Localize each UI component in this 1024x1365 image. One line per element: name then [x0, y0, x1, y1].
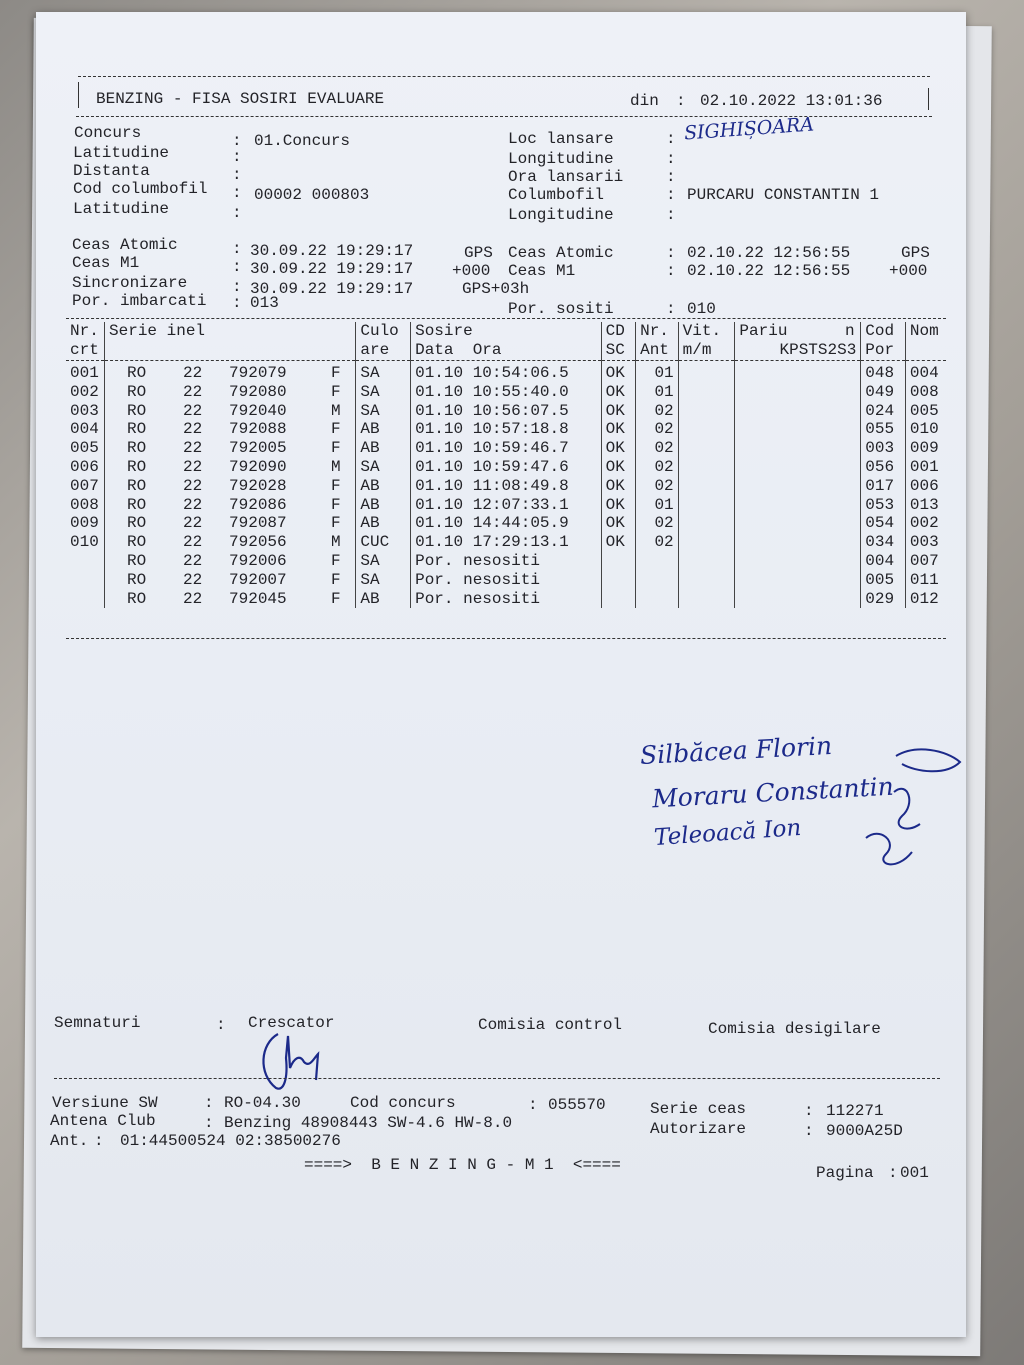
footer-top-rule: [54, 1078, 940, 1079]
th-culoare: Culo: [356, 322, 411, 341]
cell-cd: OK: [601, 364, 635, 383]
signature-comisia-desigilare-label: Comisia desigilare: [708, 1020, 881, 1038]
handwritten-signature-1: Silbăcea Florin: [639, 730, 833, 771]
table-row: [66, 571, 946, 590]
serie-country: RO: [127, 401, 147, 420]
cell-pariu: [735, 439, 861, 458]
th-serie-inel: Serie inel: [105, 322, 356, 341]
cell-serie-inel: [105, 439, 356, 458]
footer-versiune-label: Versiune SW: [52, 1094, 158, 1112]
cell-nom: 013: [905, 496, 946, 515]
cell-cd: OK: [601, 458, 635, 477]
cell-vit: [678, 533, 735, 552]
cell-serie-inel: [105, 496, 356, 515]
cell-cd: [601, 590, 635, 609]
cell-nr-ant: 02: [636, 514, 679, 533]
cell-vit: [678, 590, 735, 609]
cell-nom: 010: [905, 420, 946, 439]
serie-year: 22: [183, 364, 203, 383]
serie-country: RO: [127, 570, 147, 589]
th2-are: are: [356, 341, 411, 360]
footer-versiune-value: RO-04.30: [224, 1094, 301, 1112]
cell-cod: 005: [861, 571, 906, 590]
footer-serie-ceas-label: Serie ceas: [650, 1100, 747, 1118]
signatures-label: Semnaturi: [54, 1014, 141, 1032]
cell-pariu: [735, 477, 861, 496]
cell-nom: 007: [905, 552, 946, 571]
table-row: [66, 477, 946, 496]
th2-serie: [105, 341, 356, 360]
cell-pariu: [735, 383, 861, 402]
cell-sosire: Por. nesositi: [411, 552, 602, 571]
cell-nom: 009: [905, 439, 946, 458]
header-title: BENZING - FISA SOSIRI EVALUARE: [96, 90, 385, 108]
table-header-row-2: [66, 341, 946, 360]
cell-nr: 008: [70, 495, 99, 514]
cell-pariu: [735, 590, 861, 609]
cell-cod: 049: [861, 383, 906, 402]
cell-serie-inel: [105, 590, 356, 609]
th2-empty: [905, 341, 946, 360]
serie-ring: 792087: [229, 514, 287, 533]
cell-nom: 003: [905, 533, 946, 552]
cell-nr-ant: 02: [636, 458, 679, 477]
cell-nr-ant: 02: [636, 439, 679, 458]
th-cd: CD: [601, 322, 635, 341]
th2-mm: m/m: [678, 341, 735, 360]
footer-ant-label: Ant.: [50, 1132, 89, 1150]
cell-culoare: AB: [356, 514, 411, 533]
serie-country: RO: [127, 589, 147, 608]
cell-nr-ant: 01: [636, 383, 679, 402]
serie-ring: 792056: [229, 533, 287, 552]
cell-cod: 055: [861, 420, 906, 439]
cell-pariu: [735, 533, 861, 552]
serie-country: RO: [127, 476, 147, 495]
serie-sex: F: [331, 514, 341, 533]
handwritten-signature-2: Moraru Constantin: [651, 771, 895, 814]
table-top-rule: [66, 318, 946, 319]
cell-vit: [678, 439, 735, 458]
cell-serie-inel: [105, 420, 356, 439]
serie-ring: 792007: [229, 570, 287, 589]
th-vit: Vit.: [678, 322, 735, 341]
cell-nr: [66, 590, 105, 609]
clock-suffix-sincronizare: GPS+03h: [462, 280, 530, 298]
cell-culoare: SA: [356, 383, 411, 402]
cell-vit: [678, 402, 735, 421]
cell-pariu: [735, 552, 861, 571]
clock-suffix-atomic: GPS: [464, 244, 493, 262]
info-value-cod-columbofil: 00002 000803: [254, 186, 370, 204]
footer-pagina-label: Pagina: [816, 1164, 874, 1182]
serie-year: 22: [183, 401, 203, 420]
cell-nom: 012: [905, 590, 946, 609]
clock-right-value-atomic: 02.10.22 12:56:55: [687, 244, 851, 262]
header-left-border: [78, 82, 79, 108]
arrival-sheet: BENZING - FISA SOSIRI EVALUARE din : 02.10.2022 13:01:36 Concurs : 01.Concurs Latitudine : Distanta : Cod columbofil : 00002 000803 Latitudine : Loc lansare : SIGHIȘOARA Longitudine : Ora lansarii : Columbofil : PURCARU CONSTANTIN 1 Longitudine : Ceas Atomic : 30.09.22 19:29:17 GPS Ceas M1 : 30.09.22 19:29:17 +000 Sincronizare : 30.09.22 19:29:17 GPS+03h Por. imbarcati : 013 Ceas Atomic : 02.10.22 12:56:55 GPS Ceas M1 : 02.10.22 12:56:55 +000 Por. sositi : 010 Nr. Serie inel Culo Sosire CD Nr. Vit. Pariu n Cod Nom crt are Data Ora SC Ant m/m KPSTS2S3 Por 001 RO 22 792079 F SA 01.10 10:54:06.5 OK 01 048 004 002 RO 22 792080 F SA 01.10 10:55:40.0 OK 01 049 008 003 RO 22 792040 M SA 01.10 10:56:07.5 OK 02 024 005 004 RO 22 792088 F AB 01.10 10:57:18.8 OK 02 055 010 005 RO 22 792005 F AB 01.10 10:59:46.7 OK 02 003 009 006 RO 22 792090 M SA 01.10 10:59:47.6 OK 02 056 001 007 RO 22 792028 F AB 01.10 11:08:49.8 OK 02 017 006 008 RO 22 792086 F AB 01.10 12:07:33.1 OK 01 053 013 009 RO 22 792087 F AB 01.10 14:44:05.9 OK 02 054 002 010 RO 22 792056 M CUC 01.10 17:29:13.1 OK 02 034 003 RO 22 792006 F SA Por. nesositi 004 007 RO 22 792007 F SA Por. nesositi 005 011 RO 22 792045 F AB Por. nesositi 029 012 Silbăcea Florin Moraru Constantin Teleoacă Ion Semnaturi : Crescator Comisia control Comisia desigilare Versiune SW : RO-04.30 Cod concurs : 055570 Antena Club : Benzing 48908443 SW-4.6 HW-8.0 Ant. : 01:44500524 02:38500276 Serie ceas : 112271 Autorizare : 9000A25D ====> B E N Z I N G - M 1 <==== Pagina : 001: [36, 12, 966, 1337]
th-nom: Nom: [905, 322, 946, 341]
serie-sex: F: [331, 495, 341, 514]
footer-pagina-value: 001: [900, 1164, 929, 1182]
serie-sex: M: [331, 458, 341, 477]
clock-value-m1: 30.09.22 19:29:17: [250, 260, 414, 278]
table-row: [66, 439, 946, 458]
cell-serie-inel: [105, 458, 356, 477]
header-top-rule: [78, 76, 930, 77]
clock-right-suffix-atomic: GPS: [901, 244, 930, 262]
serie-ring: 792090: [229, 458, 287, 477]
serie-country: RO: [127, 458, 147, 477]
th-pariu: Pariu n: [735, 322, 861, 341]
serie-sex: F: [331, 364, 341, 383]
th-cod: Cod: [861, 322, 906, 341]
serie-year: 22: [183, 495, 203, 514]
cell-vit: [678, 364, 735, 383]
arrivals-table: [66, 322, 946, 608]
cell-pariu: [735, 364, 861, 383]
serie-sex: M: [331, 533, 341, 552]
th-sosire: Sosire: [411, 322, 602, 341]
cell-nr-ant: 02: [636, 477, 679, 496]
header-date-label: din: [630, 92, 659, 110]
clock-value-atomic: 30.09.22 19:29:17: [250, 242, 414, 260]
clock-right-suffix-m1: +000: [889, 262, 928, 280]
table-row: [66, 552, 946, 571]
th-nr-ant: Nr.: [636, 322, 679, 341]
clock-suffix-m1: +000: [452, 262, 491, 280]
cell-culoare: SA: [356, 458, 411, 477]
cell-pariu: [735, 514, 861, 533]
serie-year: 22: [183, 439, 203, 458]
info-label-ora-lansarii: Ora lansarii: [508, 168, 624, 186]
serie-ring: 792028: [229, 476, 287, 495]
serie-sex: F: [331, 382, 341, 401]
cell-cd: OK: [601, 533, 635, 552]
info-label-latitudine: Latitudine: [73, 144, 170, 162]
cell-serie-inel: [105, 402, 356, 421]
serie-ring: 792080: [229, 382, 287, 401]
cell-nr-ant: [636, 571, 679, 590]
table-row: [66, 458, 946, 477]
cell-nr: 007: [70, 476, 99, 495]
table-row: [66, 383, 946, 402]
signature-scribbles: [836, 742, 966, 882]
cell-culoare: AB: [356, 496, 411, 515]
clock-right-label-m1: Ceas M1: [508, 262, 576, 280]
cell-nr-ant: 02: [636, 402, 679, 421]
cell-cod: 048: [861, 364, 906, 383]
footer-ant-value: 01:44500524 02:38500276: [120, 1132, 341, 1150]
serie-sex: F: [331, 589, 341, 608]
clock-label-imbarcati: Por. imbarcati: [72, 292, 207, 310]
cell-cod: 054: [861, 514, 906, 533]
cell-cod: 029: [861, 590, 906, 609]
footer-antena-value: Benzing 48908443 SW-4.6 HW-8.0: [224, 1114, 513, 1132]
serie-year: 22: [183, 476, 203, 495]
cell-cod: 003: [861, 439, 906, 458]
serie-sex: F: [331, 420, 341, 439]
footer-antena-label: Antena Club: [50, 1112, 156, 1130]
cell-nr: 003: [70, 401, 99, 420]
cell-culoare: SA: [356, 402, 411, 421]
footer-cod-concurs-label: Cod concurs: [350, 1094, 456, 1112]
cell-nr: 006: [70, 458, 99, 477]
serie-ring: 792006: [229, 552, 287, 571]
cell-serie-inel: [105, 477, 356, 496]
cell-sosire: 01.10 11:08:49.8: [411, 477, 602, 496]
cell-sosire: 01.10 10:56:07.5: [411, 402, 602, 421]
serie-year: 22: [183, 533, 203, 552]
cell-cod: 024: [861, 402, 906, 421]
info-label-longitudine: Longitudine: [508, 150, 614, 168]
info-label-distanta: Distanta: [73, 162, 150, 180]
serie-year: 22: [183, 589, 203, 608]
footer-cod-concurs-value: 055570: [548, 1096, 606, 1114]
serie-year: 22: [183, 552, 203, 571]
cell-nr-ant: 02: [636, 533, 679, 552]
footer-autorizare-label: Autorizare: [650, 1120, 747, 1138]
serie-ring: 792086: [229, 495, 287, 514]
cell-culoare: CUC: [356, 533, 411, 552]
cell-nom: 001: [905, 458, 946, 477]
cell-vit: [678, 514, 735, 533]
cell-pariu: [735, 496, 861, 515]
cell-culoare: AB: [356, 590, 411, 609]
cell-cod: 004: [861, 552, 906, 571]
cell-cod: 017: [861, 477, 906, 496]
cell-serie-inel: [105, 552, 356, 571]
cell-pariu: [735, 571, 861, 590]
cell-nr-ant: 01: [636, 496, 679, 515]
cell-serie-inel: [105, 383, 356, 402]
info-label-longitudine-2: Longitudine: [508, 206, 614, 224]
cell-sosire: Por. nesositi: [411, 571, 602, 590]
serie-year: 22: [183, 458, 203, 477]
cell-nom: 011: [905, 571, 946, 590]
clock-right-value-m1: 02.10.22 12:56:55: [687, 262, 851, 280]
cell-nr: [66, 552, 105, 571]
cell-culoare: SA: [356, 571, 411, 590]
cell-cd: [601, 571, 635, 590]
cell-culoare: AB: [356, 420, 411, 439]
cell-vit: [678, 477, 735, 496]
clock-label-atomic: Ceas Atomic: [72, 236, 178, 254]
clock-right-label-sositi: Por. sositi: [508, 300, 614, 318]
serie-ring: 792005: [229, 439, 287, 458]
info-value-loc-lansare: SIGHIȘOARA: [683, 113, 815, 145]
serie-ring: 792088: [229, 420, 287, 439]
cell-sosire: 01.10 17:29:13.1: [411, 533, 602, 552]
serie-sex: F: [331, 552, 341, 571]
info-label-loc-lansare: Loc lansare: [508, 130, 614, 148]
cell-nr: 001: [70, 364, 99, 383]
cell-serie-inel: [105, 364, 356, 383]
serie-country: RO: [127, 382, 147, 401]
serie-ring: 792040: [229, 401, 287, 420]
cell-nr: [66, 571, 105, 590]
serie-country: RO: [127, 533, 147, 552]
cell-nr: 010: [70, 533, 99, 552]
cell-vit: [678, 552, 735, 571]
serie-year: 22: [183, 382, 203, 401]
clock-right-label-atomic: Ceas Atomic: [508, 244, 614, 262]
cell-cd: OK: [601, 496, 635, 515]
serie-year: 22: [183, 420, 203, 439]
cell-nr-ant: [636, 552, 679, 571]
cell-cd: OK: [601, 477, 635, 496]
th2-sc: SC: [601, 341, 635, 360]
signature-crescator-label: Crescator: [248, 1014, 335, 1032]
cell-cod: 034: [861, 533, 906, 552]
th-nr: Nr.: [70, 322, 99, 340]
cell-cd: OK: [601, 420, 635, 439]
footer-autorizare-value: 9000A25D: [826, 1122, 903, 1140]
cell-sosire: Por. nesositi: [411, 590, 602, 609]
table-row: [66, 496, 946, 515]
cell-sosire: 01.10 10:55:40.0: [411, 383, 602, 402]
table-row: [66, 420, 946, 439]
cell-vit: [678, 496, 735, 515]
cell-culoare: SA: [356, 552, 411, 571]
info-label-concurs: Concurs: [74, 124, 142, 142]
serie-sex: F: [331, 476, 341, 495]
cell-sosire: 01.10 10:54:06.5: [411, 364, 602, 383]
cell-cd: OK: [601, 514, 635, 533]
header-date: 02.10.2022 13:01:36: [700, 92, 883, 110]
arrivals-body: [66, 364, 946, 608]
table-row: [66, 364, 946, 383]
serie-country: RO: [127, 364, 147, 383]
footer-serie-ceas-value: 112271: [826, 1102, 884, 1120]
cell-sosire: 01.10 14:44:05.9: [411, 514, 602, 533]
th2-kpsts: KPSTS2S3: [735, 341, 861, 360]
serie-sex: M: [331, 401, 341, 420]
cell-cod: 053: [861, 496, 906, 515]
cell-culoare: AB: [356, 477, 411, 496]
serie-ring: 792045: [229, 589, 287, 608]
cell-culoare: SA: [356, 364, 411, 383]
th2-data-ora: Data Ora: [411, 341, 602, 360]
footer-banner: ====> B E N Z I N G - M 1 <====: [304, 1156, 621, 1174]
info-label-latitudine-2: Latitudine: [73, 200, 170, 218]
cell-pariu: [735, 420, 861, 439]
serie-country: RO: [127, 420, 147, 439]
clock-label-m1: Ceas M1: [72, 254, 140, 272]
serie-sex: F: [331, 570, 341, 589]
clock-label-sincronizare: Sincronizare: [72, 274, 188, 292]
cell-sosire: 01.10 10:57:18.8: [411, 420, 602, 439]
signature-comisia-control-label: Comisia control: [478, 1016, 623, 1034]
cell-cd: OK: [601, 402, 635, 421]
cell-nr: 004: [70, 420, 99, 439]
cell-vit: [678, 383, 735, 402]
clock-value-sincronizare: 30.09.22 19:29:17: [250, 280, 414, 298]
cell-nr-ant: 02: [636, 420, 679, 439]
cell-nom: 006: [905, 477, 946, 496]
cell-sosire: 01.10 10:59:46.7: [411, 439, 602, 458]
cell-culoare: AB: [356, 439, 411, 458]
table-row: [66, 533, 946, 552]
serie-ring: 792079: [229, 364, 287, 383]
cell-nom: 002: [905, 514, 946, 533]
cell-serie-inel: [105, 533, 356, 552]
serie-sex: F: [331, 439, 341, 458]
cell-nr: 005: [70, 439, 99, 458]
info-value-columbofil: PURCARU CONSTANTIN 1: [687, 186, 880, 204]
cell-vit: [678, 458, 735, 477]
cell-cd: OK: [601, 439, 635, 458]
serie-country: RO: [127, 514, 147, 533]
th2-crt: crt: [70, 341, 99, 359]
cell-cd: [601, 552, 635, 571]
cell-nom: 005: [905, 402, 946, 421]
table-header-row-1: [66, 322, 946, 341]
th2-por: Por: [861, 341, 906, 360]
serie-country: RO: [127, 495, 147, 514]
cell-nr-ant: [636, 590, 679, 609]
cell-sosire: 01.10 12:07:33.1: [411, 496, 602, 515]
clock-right-value-sositi: 010: [687, 300, 716, 318]
cell-sosire: 01.10 10:59:47.6: [411, 458, 602, 477]
cell-vit: [678, 420, 735, 439]
cell-serie-inel: [105, 571, 356, 590]
cell-nr: 002: [70, 382, 99, 401]
cell-cod: 056: [861, 458, 906, 477]
serie-country: RO: [127, 439, 147, 458]
serie-country: RO: [127, 552, 147, 571]
cell-pariu: [735, 458, 861, 477]
info-label-columbofil: Columbofil: [508, 186, 605, 204]
cell-cd: OK: [601, 383, 635, 402]
header-right-border: [928, 88, 929, 110]
handwritten-signature-3: Teleoacă Ion: [653, 814, 803, 852]
table-row: [66, 514, 946, 533]
cell-nr: 009: [70, 514, 99, 533]
serie-year: 22: [183, 514, 203, 533]
cell-pariu: [735, 402, 861, 421]
clock-value-imbarcati: 013: [250, 294, 279, 312]
crescator-signature-mark: [254, 1028, 334, 1094]
cell-vit: [678, 571, 735, 590]
serie-year: 22: [183, 570, 203, 589]
info-label-cod-columbofil: Cod columbofil: [73, 180, 208, 198]
cell-nr-ant: 01: [636, 364, 679, 383]
table-bottom-rule: [66, 638, 946, 639]
cell-nom: 008: [905, 383, 946, 402]
table-row: [66, 590, 946, 609]
th2-ant: Ant: [636, 341, 679, 360]
cell-serie-inel: [105, 514, 356, 533]
info-value-concurs: 01.Concurs: [254, 132, 351, 150]
cell-nom: 004: [905, 364, 946, 383]
table-row: [66, 402, 946, 421]
